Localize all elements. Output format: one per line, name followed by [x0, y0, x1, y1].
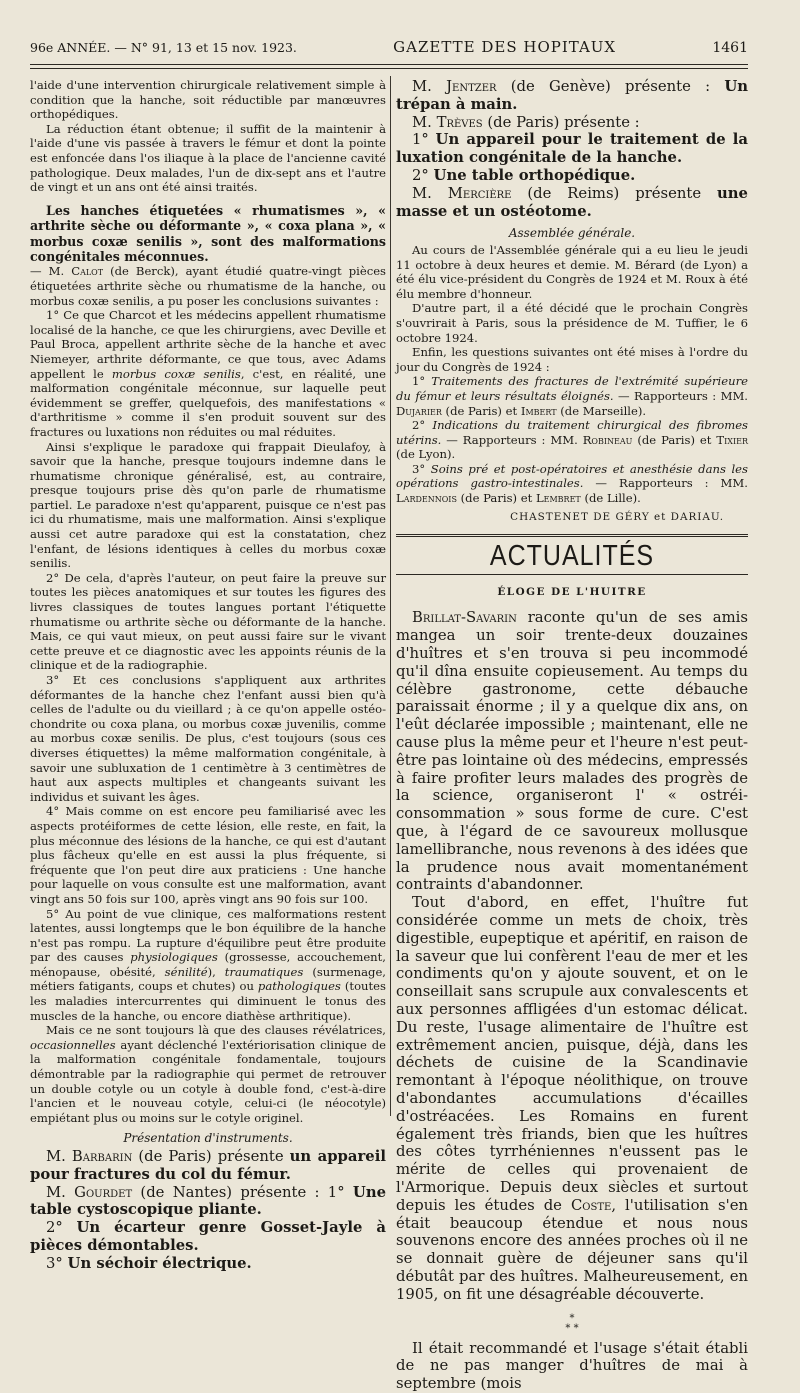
journal-title: GAZETTE DES HOPITAUX: [393, 38, 617, 56]
paragraph: M. Mercière (de Reims) présente une masse et un ostéotome.: [396, 184, 748, 220]
section-title: Assemblée générale.: [508, 226, 636, 241]
paragraph: M. Barbarin (de Paris) présente un appareil pour fractures du col du fémur.: [30, 1148, 386, 1183]
paragraph: M. Trèves (de Paris) présente :: [412, 113, 640, 131]
star-bottom: * *: [565, 1322, 579, 1334]
star-top: *: [569, 1312, 575, 1324]
paragraph: 2° Indications du traitement chirurgical des fibromes utérins. — Rapporteurs : MM. Robineau (de Paris) et Tixier (de Lyon).: [396, 418, 748, 462]
page-number: 1461: [712, 40, 748, 56]
paragraph: 2° Une table orthopédique.: [412, 166, 636, 184]
header-rule-2: [30, 68, 748, 69]
section-break-stars: [396, 1314, 748, 1334]
paragraph: — M. Calot (de Berck), ayant étudié quatre-vingt pièces étiquetées arthrite sèche ou rhumatisme de la hanche, ou morbus coxæ senilis, a pu poser les conclusions suivantes :: [30, 264, 387, 308]
page-header: [30, 38, 748, 62]
section-title: Présentation d'instruments.: [123, 1131, 293, 1146]
paragraph: Mais ce ne sont toujours là que des clauses révélatrices, occasionnelles ayant déclenché l'extériorisation clinique de la malformation congénitale fondamentale, toujours démontrable par la radiographie qui permet de retrouver un double cotyle ou un cotyle à double fond, c'est-à-dire l'ancien et le nouveau cotyle, celui-ci (le néocotyle) empiétant plus ou moins sur le cotyle originel.: [30, 1023, 387, 1125]
paragraph: l'aide d'une intervention chirurgicale relativement simple à condition que la hanche, soit réductible par manœuvres orthopédiques.: [30, 78, 386, 122]
article-subheading: ÉLOGE DE L'HUITRE: [497, 585, 647, 598]
paragraph: 5° Au point de vue clinique, ces malformations restent latentes, aussi longtemps que le bon équilibre de la hanche n'est pas rompu. La rupture d'équilibre peut être produite par des causes physiologiques (grossesse, accouchement, ménopause, obésité, sénilité), traumatiques (surmenage, métiers fatigants, coups et chutes) ou pathologiques (toutes les maladies intercurrentes qui diminuent le tonus des muscles de la hanche, ou encore diathèse arthritique).: [30, 906, 386, 1023]
paragraph: Il était recommandé et l'usage s'était établi de ne pas manger d'huîtres de mai à septembre (mois: [396, 1339, 748, 1393]
paragraph: 1° Un appareil pour le traitement de la luxation congénitale de la hanche.: [396, 131, 748, 167]
paragraph: Au cours de l'Assemblée générale qui a eu lieu le jeudi 11 octobre à deux heures et demie. M. Bérard (de Lyon) a été élu vice-président du Congrès de 1924 et M. Roux à été élu membre d'honneur.: [396, 242, 748, 301]
paragraph: 3° Un séchoir électrique.: [46, 1254, 252, 1272]
section-heading-actualites: ACTUALITÉS: [489, 540, 655, 573]
paragraph: Ainsi s'explique le paradoxe qui frappait Dieulafoy, à savoir que la hanche, presque toujours indemne dans le rhumatisme chronique généralisé, est, au contraire, presque toujours prise dès qu'on parle de rhumatisme partiel. Le paradoxe n'est qu'apparent, puisque ce n'est pas ici du rhumatisme, mais une malformation. Ainsi s'explique aussi cet autre paradoxe qui est la constatation, chez l'enfant, de lésions identiques à celles du morbus coxæ senilis.: [30, 439, 386, 571]
article-headline: [30, 203, 386, 265]
section-divider: [396, 534, 748, 537]
paragraph: 1° Ce que Charcot et les médecins appellent rhumatisme localisé de la hanche, ce que les chirurgiens, avec Deville et Paul Broca, appellent arthrite sèche de la hanche et avec Niemeyer, arthrite déformante, ce que tous, avec Adams appellent le morbus coxæ senilis, c'est, en réalité, une malformation congénitale méconnue, sur laquelle peut évidemment se greffer, quelquefois, des manifestations « d'arthritisme » comme il s'en produit souvent sur des fractures ou luxations non réduites ou mal réduites.: [30, 308, 387, 439]
right-column: [396, 78, 748, 1393]
issue-info: 96e ANNÉE. — N° 91, 13 et 15 nov. 1923.: [30, 40, 297, 55]
paragraph: Tout d'abord, en effet, l'huître fut considérée comme un mets de choix, très digestible, eupeptique et apéritif, en raison de la saveur que lui confèrent l'eau de mer et les condiments qu'on y ajoute souvent, et on le conseillait sans scrupule aux convalescents et aux personnes affligées d'un estomac délicat. Du reste, l'usage alimentaire de l'huître est extrêmement ancien, puisque, déjà, dans les déchets de cuisine de la Scandinavie remontant à l'époque néolithique, on trouve d'abondantes accumulations d'écailles d'ostréacées. Les Romains en furent également très friands, bien que les huîtres des côtes tyrrhéniennes n'eussent pas le mérite de celles qui provenaient de l'Armorique. Depuis deux siècles et surtout depuis les études de Coste, l'utilisation s'en était beaucoup étendue et nous nous souvenons encore des années proches où il ne se donnait guère de déjeuner sans qu'il débutât par des huîtres. Malheureusement, en 1905, on fit une désagréable découverte.: [396, 894, 748, 1303]
paragraph: La réduction étant obtenue; il suffit de la maintenir à l'aide d'une vis passée à travers le fémur et dont la pointe est enfoncée dans l'os iliaque à la place de l'ancienne cavité pathologique. Deux malades, l'un de dix-sept ans et l'autre de vingt et un ans ont été ainsi traités.: [30, 121, 386, 195]
left-column: [30, 78, 386, 1273]
headline-text: Les hanches étiquetées « rhumatismes », « arthrite sèche ou déformante », « coxa plana », « morbus coxæ senilis », sont des malformations congénitales méconnues.: [30, 202, 386, 264]
paragraph: Enfin, les questions suivantes ont été mises à l'ordre du jour du Congrès de 1924 :: [396, 345, 748, 374]
article-signature: CHASTENET DE GÉRY et DARIAU.: [510, 510, 724, 523]
paragraph: 4° Mais comme on est encore peu familiarisé avec les aspects protéiformes de cette lésion, elle reste, en fait, la plus méconnue des lésions de la hanche, ce qui est d'autant plus fâcheux qu'elle en est aussi la plus fréquente, si fréquente que l'on peut dire aux praticiens : Une hanche pour laquelle on vous consulte est une malformation, avant vingt ans 50 fois sur 100, après vingt ans 90 fois sur 100.: [30, 804, 386, 906]
paragraph: 2° De cela, d'après l'auteur, on peut faire la preuve sur toutes les pièces anatomiques et sur toutes les figures des livres classiques de toutes langues portant l'étiquette rhumatisme ou arthrite sèche ou déformante de la hanche. Mais, ce qui vaut mieux, on peut aussi faire sur le vivant cette preuve et ce diagnostic avec les appoints réunis de la clinique et de la radiographie.: [30, 570, 386, 673]
heading-rule: [396, 574, 748, 575]
paragraph: Brillat-Savarin raconte qu'un de ses amis mangea un soir trente-deux douzaines d'huîtres et s'en trouva si peu incommodé qu'il dîna ensuite copieusement. Au temps du célèbre gastronome, cette débauche paraissait énorme ; il y a quelque dix ans, on l'eût déclarée impossible ; maintenant, elle ne cause plus la même peur et l'heure n'est peut-être pas lointaine où des médecins, empressés à faire profiter leurs malades des progrès de la science, organiseront l' « ostréi-consommation » sous forme de cure. C'est que, à l'égard de ce savoureux mollusque lamellibranche, nous revenons à des idées que la prudence nous avait momentanément contraints d'abandonner.: [396, 609, 748, 894]
author-name: Calot: [71, 264, 104, 279]
paragraph: M. Gourdet (de Nantes) présente : 1° Une table cystoscopique pliante.: [30, 1183, 386, 1219]
header-rule: [30, 64, 748, 65]
column-separator: [390, 76, 391, 1116]
paragraph: 1° Traitements des fractures de l'extrémité supérieure du fémur et leurs résultats éloignés. — Rapporteurs : MM. Dujarier (de Paris) et Imbert (de Marseille).: [396, 374, 749, 418]
paragraph: M. Jentzer (de Genève) présente : Un trépan à main.: [396, 78, 748, 113]
paragraph: 3° Soins pré et post-opératoires et anesthésie dans les opérations gastro-intestinales. — Rapporteurs : MM. Lardennois (de Paris) et Lembret (de Lille).: [396, 461, 748, 506]
paragraph: D'autre part, il a été décidé que le prochain Congrès s'ouvrirait à Paris, sous la présidence de M. Tuffier, le 6 octobre 1924.: [396, 301, 748, 345]
paragraph: 2° Un écarteur genre Gosset-Jayle à pièces démontables.: [30, 1219, 386, 1254]
paragraph: 3° Et ces conclusions s'appliquent aux arthrites déformantes de la hanche chez l'enfant aussi bien qu'à celles de l'adulte ou du vieillard ; à ce qu'on appelle ostéo-chondrite ou coxa plana, ou morbus coxæ juvenilis, comme au morbus coxæ senilis. De plus, c'est toujours (sous ces diverses étiquettes) la même malformation congénitale, à savoir une subluxation de 1 centimètre à 3 centimètres de haut aux aspects multiples et changeants suivant les individus et suivant les âges.: [30, 673, 386, 804]
